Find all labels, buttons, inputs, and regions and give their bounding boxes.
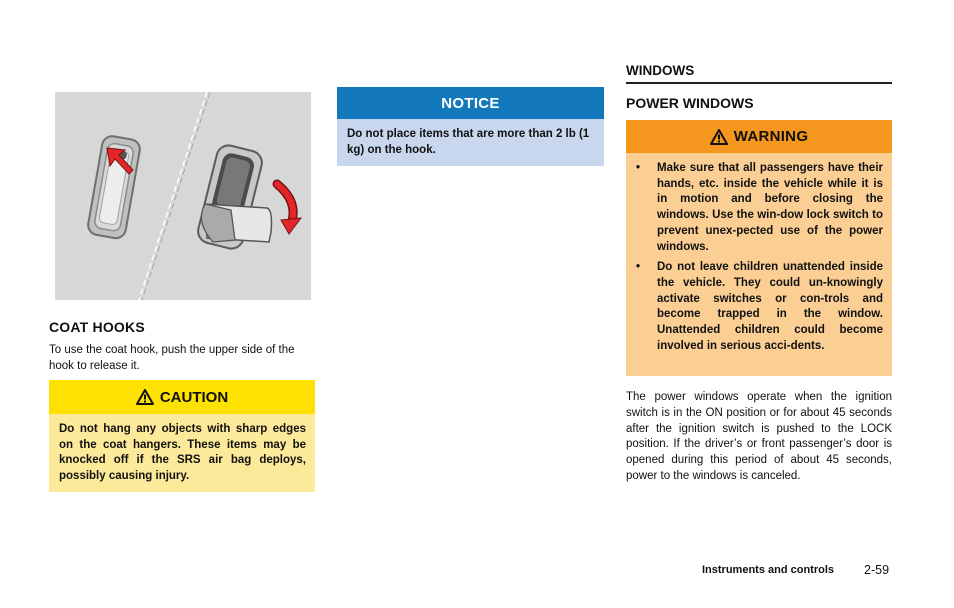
warning-title: WARNING — [733, 128, 809, 145]
bullet-icon: • — [636, 261, 641, 274]
warning-header — [626, 120, 892, 153]
notice-text: Do not place items that are more than 2 lb (1 kg) on the hook. — [347, 128, 590, 156]
warning-list-item — [634, 260, 883, 354]
caution-header — [49, 380, 315, 414]
caution-title: CAUTION — [159, 388, 229, 406]
coat-hook-illustration — [55, 92, 311, 300]
warning-triangle-icon — [710, 129, 728, 145]
warning-triangle-icon — [136, 389, 154, 405]
page-number: 2-59 — [864, 563, 890, 577]
power-windows-body: The power windows operate when the ignition switch is in the ON position or for about 45 seconds after the ignition switch is pushed to the LOCK position. If the driver’s or front passenger’s door is opened during this period of about 45 seconds, power to the windows is canceled. — [626, 391, 892, 482]
warning-box — [626, 120, 892, 376]
footer-section-title: Instruments and controls — [702, 564, 835, 576]
power-windows-heading: POWER WINDOWS — [626, 95, 754, 111]
warning-item-text: Make sure that all passengers have their hands, etc. inside the vehicle while it is in motion and before closing the windows. Use the win-dow lock switch to prevent unex-pected use of the power windows. — [657, 162, 883, 253]
coat-hooks-heading: COAT HOOKS — [49, 319, 145, 335]
notice-header — [337, 87, 604, 119]
warning-list-item — [634, 161, 883, 255]
coat-hook-icon — [55, 92, 311, 300]
coat-hooks-body: To use the coat hook, push the upper side of the hook to release it. — [49, 344, 295, 372]
warning-item-text: Do not leave children unattended inside the vehicle. They could un-knowingly activate switches or con-trols and become trapped in the window. Unattended children could become involved in serious acci-dents. — [657, 261, 883, 352]
caution-text: Do not hang any objects with sharp edges on the coat hangers. These items may be knocked off if the SRS air bag deploys, possibly causing injury. — [59, 423, 306, 483]
caution-box — [49, 380, 315, 492]
notice-title: NOTICE — [441, 94, 500, 112]
notice-box — [337, 87, 604, 166]
warning-list — [626, 153, 892, 354]
bullet-icon: • — [636, 162, 641, 174]
windows-section-heading: WINDOWS — [626, 63, 892, 84]
